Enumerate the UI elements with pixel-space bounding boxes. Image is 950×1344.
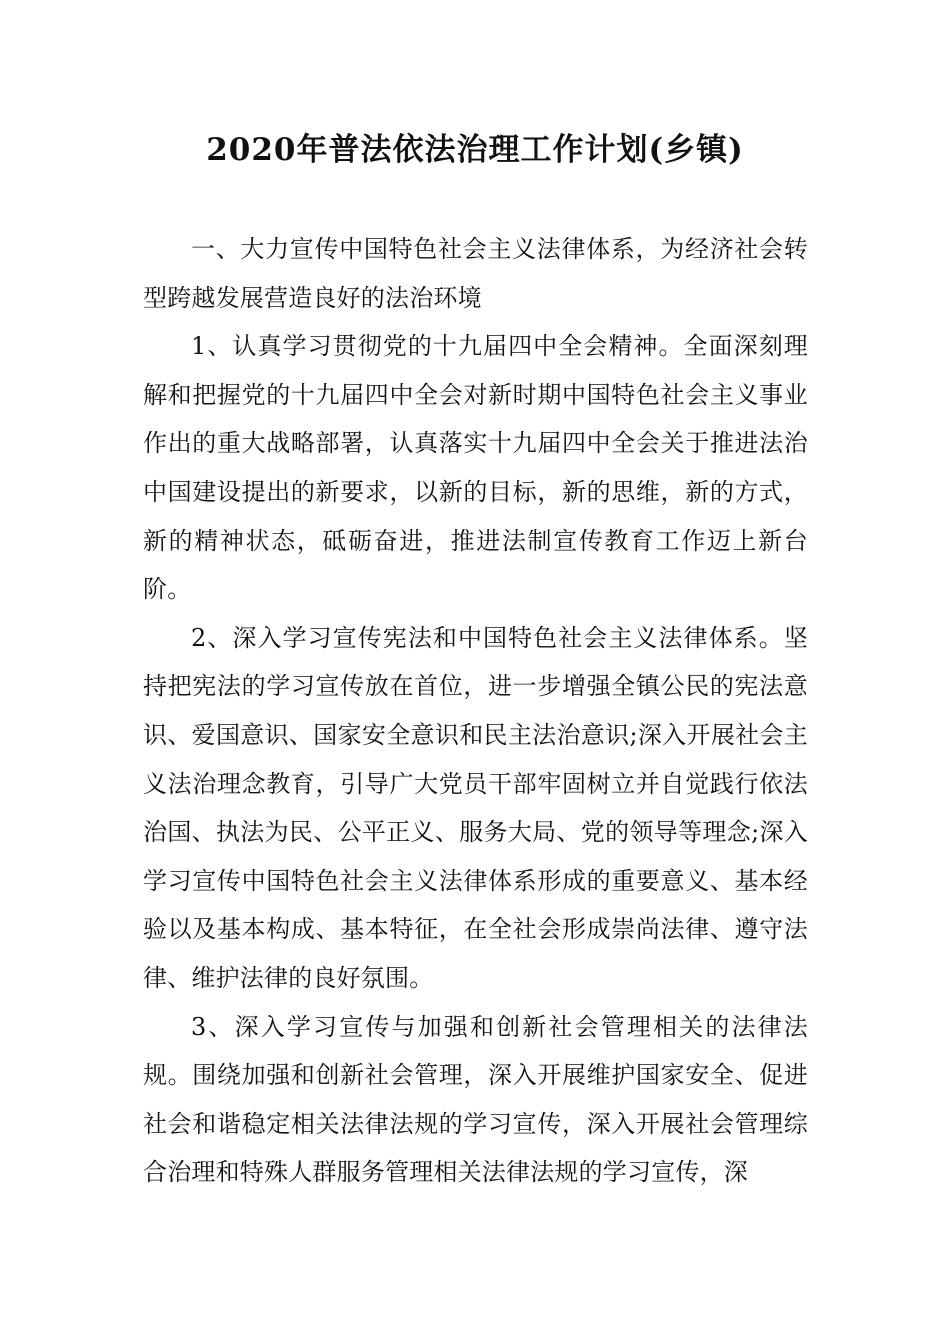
paragraph-item-1: 1、认真学习贯彻党的十九届四中全会精神。全面深刻理解和把握党的十九届四中全会对新时期中国特色社会主义事业作出的重大战略部署，认真落实十九届四中全会关于推进法治中国建设提出的新要求，以新的目标，新的思维，新的方式，新的精神状态，砥砺奋进，推进法制宣传教育工作迈上新台阶。 <box>143 332 808 604</box>
paragraph-item-2: 2、深入学习宣传宪法和中国特色社会主义法律体系。坚持把宪法的学习宣传放在首位，进一步增强全镇公民的宪法意识、爱国意识、国家安全意识和民主法治意识;深入开展社会主义法治理念教育，引导广大党员干部牢固树立并自觉践行依法治国、执法为民、公平正义、服务大局、党的领导等理念;深入学习宣传中国特色社会主义法律体系形成的重要意义、基本经验以及基本构成、基本特征，在全社会形成崇尚法律、遵守法律、维护法律的良好氛围。 <box>143 623 808 992</box>
paragraph-section-heading: 一、大力宣传中国特色社会主义法律体系，为经济社会转型跨越发展营造良好的法治环境 <box>143 235 808 312</box>
document-title: 2020年普法依法治理工作计划(乡镇) <box>206 132 744 168</box>
document-body <box>143 225 808 1197</box>
paragraph-item-3: 3、深入学习宣传与加强和创新社会管理相关的法律法规。围绕加强和创新社会管理，深入开展维护国家安全、促进社会和谐稳定相关法律法规的学习宣传，深入开展社会管理综合治理和特殊人群服务管理相关法律法规的学习宣传，深 <box>143 1012 808 1187</box>
